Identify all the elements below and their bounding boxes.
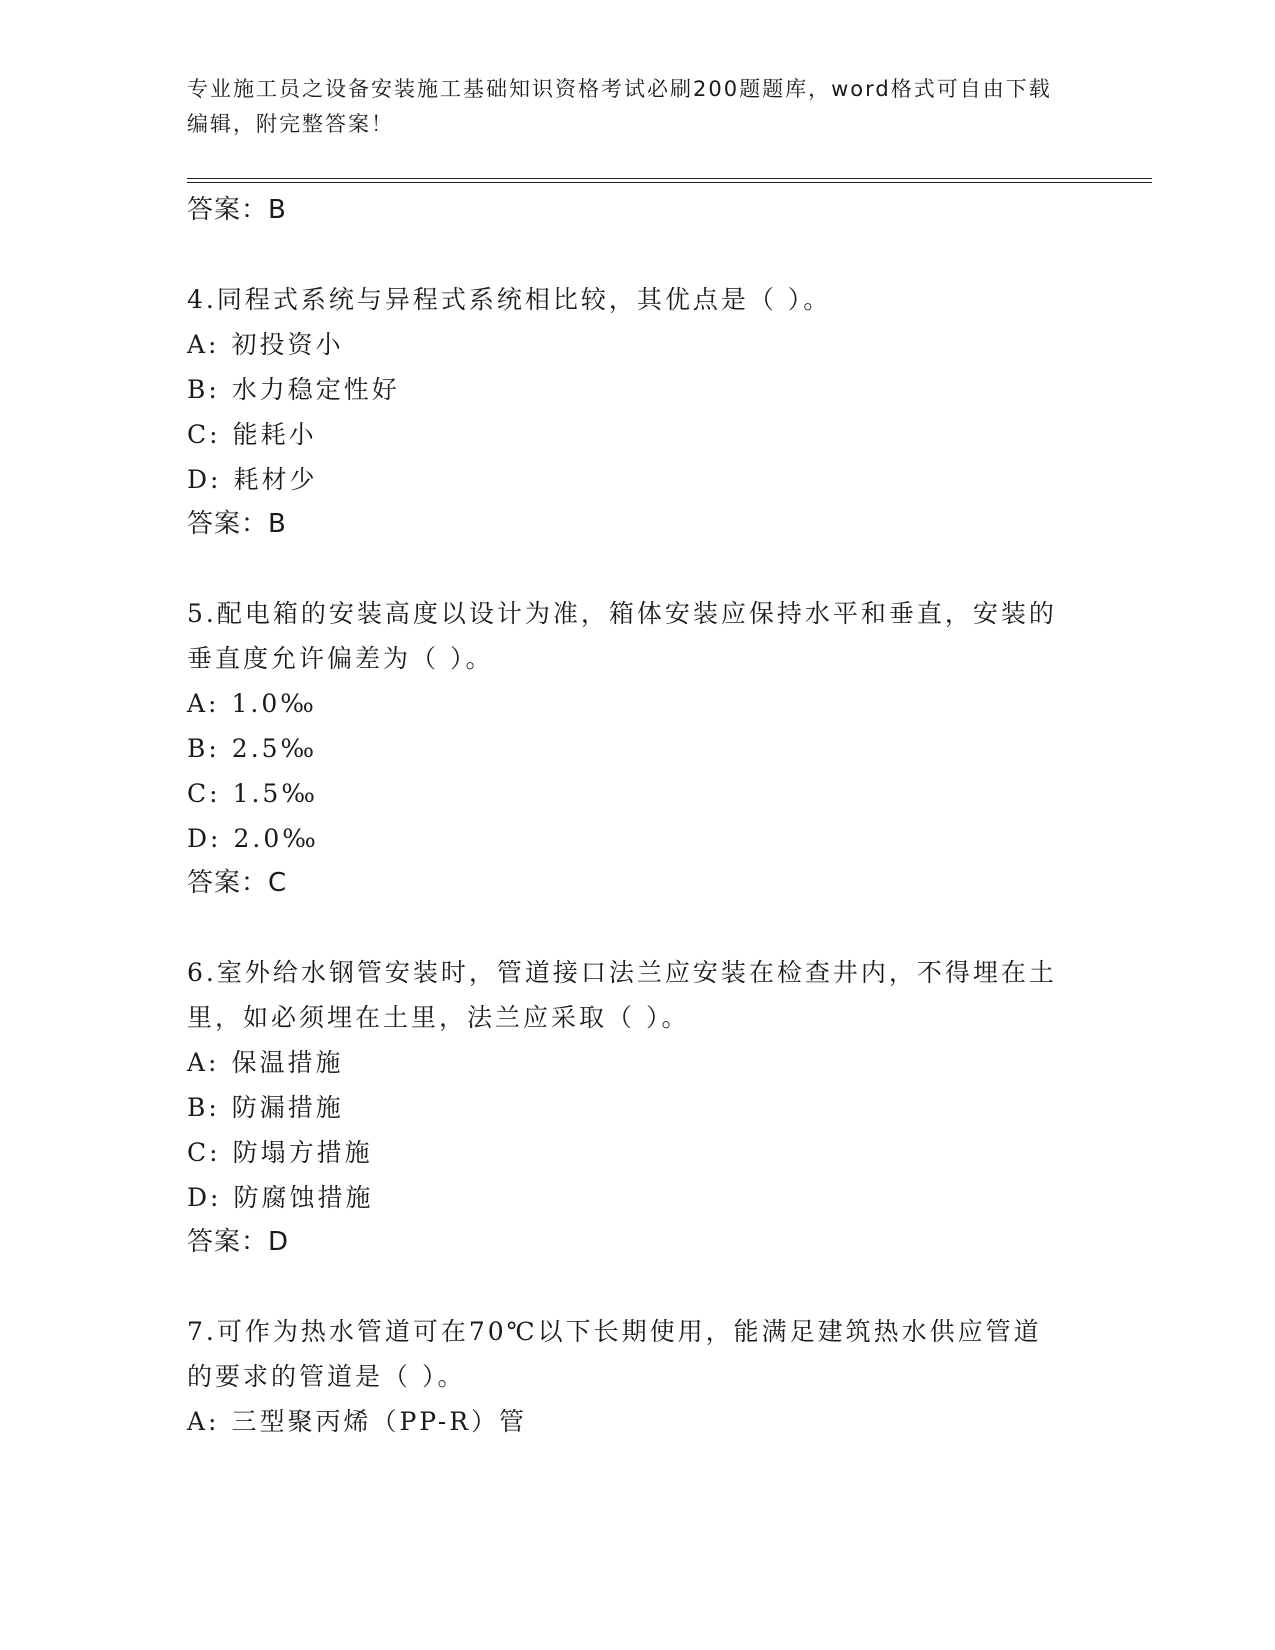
option-text: 水力稳定性好 — [231, 375, 400, 404]
option-c — [187, 412, 1067, 457]
option-letter: C: — [187, 420, 221, 449]
option-text: 能耗小 — [232, 420, 317, 449]
header-text: 专业施工员之设备安装施工基础知识资格考试必刷200题题库，word格式可自由下载编辑，附完整答案！ — [187, 77, 1052, 136]
option-a — [187, 322, 1067, 367]
option-text: 防漏措施 — [231, 1093, 344, 1122]
option-text: 防塌方措施 — [232, 1138, 373, 1167]
option-letter: B: — [187, 734, 220, 763]
option-text: 三型聚丙烯（PP-R）管 — [231, 1407, 528, 1436]
answer-line: 答案：B — [187, 195, 287, 225]
header-divider — [187, 178, 1152, 183]
option-letter: C: — [187, 779, 221, 808]
option-text: 1.0‰ — [231, 689, 317, 718]
question-6 — [187, 950, 1067, 1265]
option-letter: A: — [187, 330, 220, 359]
option-letter: A: — [187, 1048, 220, 1077]
option-d — [187, 457, 1067, 502]
question-5 — [187, 591, 1067, 906]
question-stem: 4.同程式系统与异程式系统相比较，其优点是（ ）。 — [187, 285, 832, 314]
option-a — [187, 1040, 1067, 1085]
option-a — [187, 1399, 1067, 1444]
page-header — [187, 72, 1067, 142]
option-letter: D: — [187, 1183, 222, 1212]
option-d — [187, 816, 1067, 861]
question-stem: 6.室外给水钢管安装时，管道接口法兰应安装在检查井内，不得埋在土里，如必须埋在土里，法兰应采取（ ）。 — [187, 958, 1057, 1032]
option-a — [187, 681, 1067, 726]
option-letter: C: — [187, 1138, 221, 1167]
option-text: 防腐蚀措施 — [233, 1183, 374, 1212]
question-stem: 7.可作为热水管道可在70℃以下长期使用，能满足建筑热水供应管道的要求的管道是（ ）。 — [187, 1317, 1042, 1391]
question-stem: 5.配电箱的安装高度以设计为准，箱体安装应保持水平和垂直，安装的垂直度允许偏差为（ ）。 — [187, 599, 1057, 673]
option-text: 2.5‰ — [231, 734, 318, 763]
option-text: 2.0‰ — [233, 824, 319, 853]
option-b — [187, 367, 1067, 412]
option-text: 保温措施 — [231, 1048, 344, 1077]
answer-line: 答案：C — [187, 868, 288, 898]
question-4 — [187, 277, 1067, 547]
option-text: 1.5‰ — [232, 779, 318, 808]
option-b — [187, 1085, 1067, 1130]
option-letter: A: — [187, 1407, 220, 1436]
option-d — [187, 1175, 1067, 1220]
option-text: 耗材少 — [233, 465, 318, 494]
option-letter: A: — [187, 689, 220, 718]
option-letter: D: — [187, 824, 222, 853]
option-letter: B: — [187, 1093, 220, 1122]
option-b — [187, 726, 1067, 771]
option-text: 初投资小 — [231, 330, 344, 359]
answer-line: 答案：D — [187, 1227, 290, 1257]
answer-line: 答案：B — [187, 509, 287, 539]
question-7 — [187, 1309, 1067, 1444]
option-c — [187, 1130, 1067, 1175]
option-letter: D: — [187, 465, 222, 494]
option-letter: B: — [187, 375, 220, 404]
question-list — [187, 188, 1067, 1488]
option-c — [187, 771, 1067, 816]
